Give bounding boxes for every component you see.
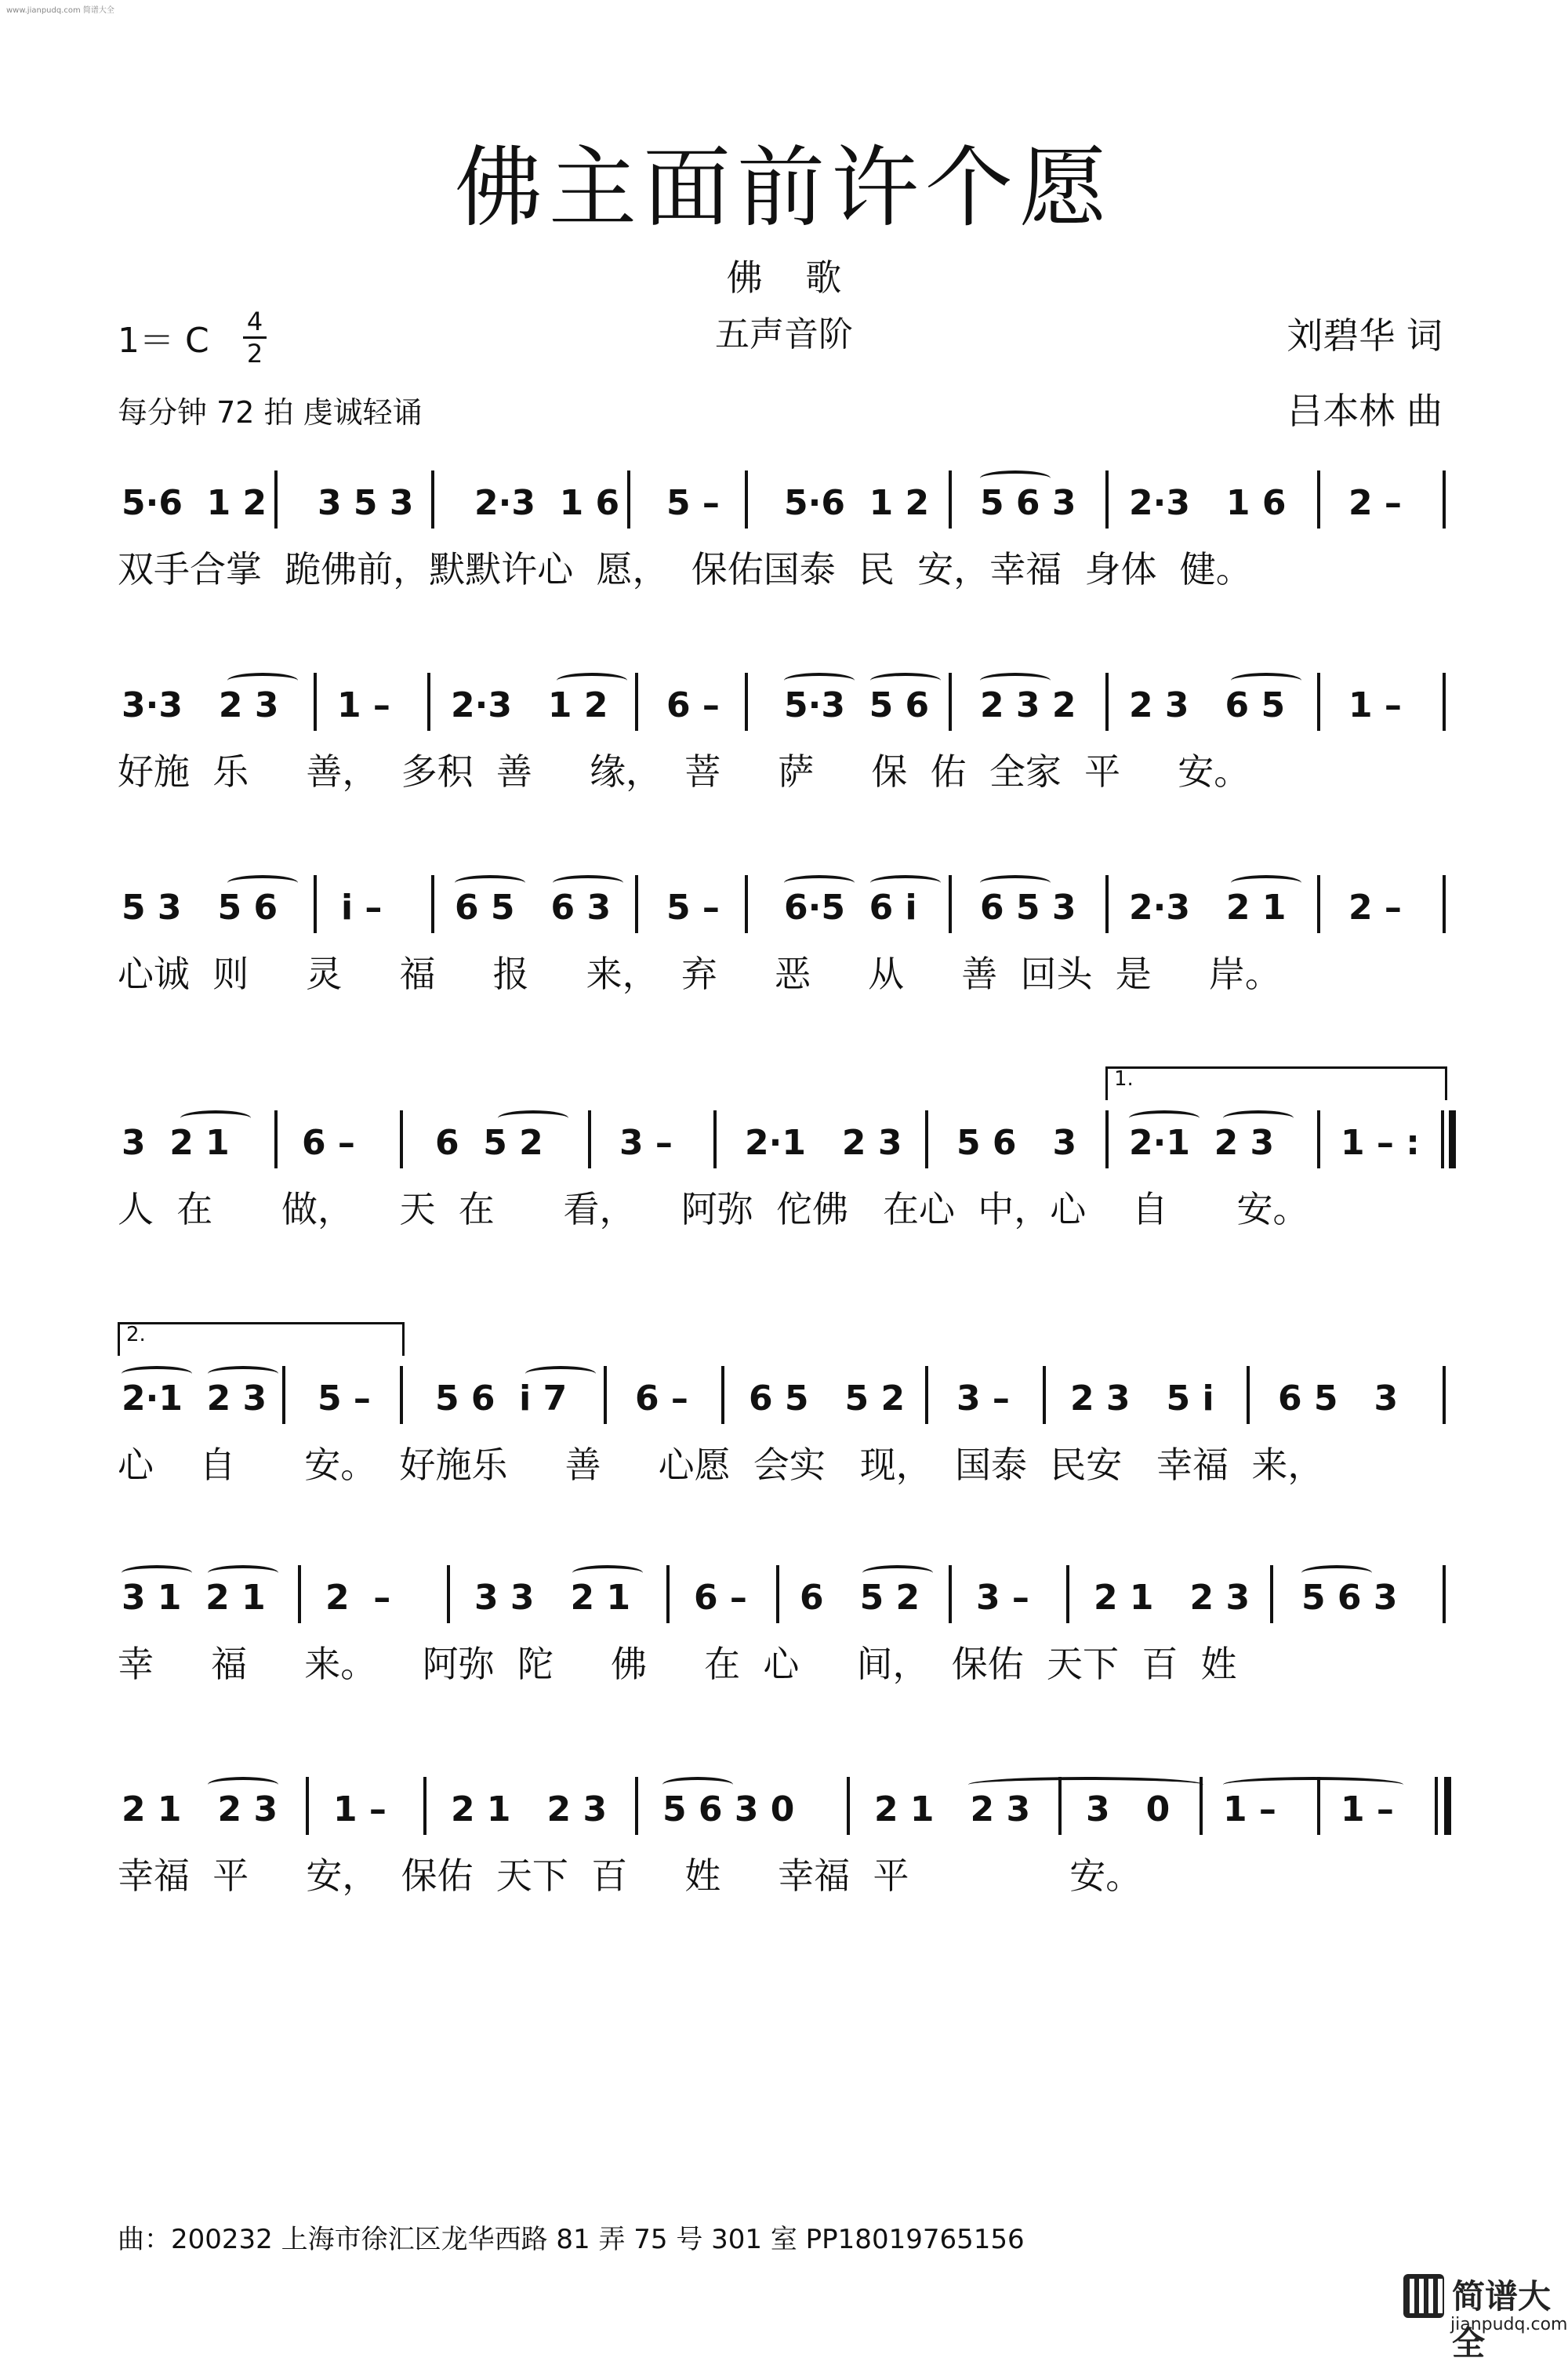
measure: 5·6 1 2: [784, 483, 930, 523]
volta-label: 2.: [126, 1323, 146, 1346]
bar-line: [282, 1366, 285, 1424]
page-title: 佛主面前许个愿: [455, 137, 1113, 239]
bar-line: [1066, 1565, 1069, 1623]
lyrics-line: 幸 福 来。 阿弥 陀 佛 在 心 间， 保佑 天下 百 姓: [118, 1643, 1237, 1685]
measure: 3 –: [976, 1578, 1029, 1618]
slur: [455, 875, 525, 891]
slur: [180, 1110, 251, 1126]
bar-line: [1105, 875, 1109, 933]
measure: 5·3 5 6: [784, 685, 930, 725]
lyrics-line: 人 在 做， 天 在 看， 阿弥 佗佛 在心 中，心 自 安。: [118, 1188, 1309, 1230]
bar-line: [423, 1777, 426, 1835]
measure: 6·5 6 i: [784, 888, 917, 928]
slur: [1301, 1565, 1372, 1581]
slur: [1231, 673, 1301, 688]
second-ending-bracket: [118, 1322, 405, 1356]
measure: 2·1 2 3: [745, 1123, 902, 1163]
bar-line: [745, 673, 748, 731]
measure: 3 0: [1086, 1789, 1171, 1829]
measure: 3 5 3: [318, 483, 414, 523]
measure: 2·3 1 2: [451, 685, 608, 725]
bar-line: [949, 875, 952, 933]
measure: 5 –: [666, 888, 720, 928]
measure: 6 5 2: [800, 1578, 920, 1618]
bar-line: [949, 1565, 952, 1623]
slur: [862, 1565, 933, 1581]
bar-line: [1443, 875, 1446, 933]
measure: 5 6 3 0: [662, 1789, 795, 1829]
slur: [784, 875, 855, 891]
measure: 2 –: [325, 1578, 391, 1618]
measure: 2 3 5 i: [1070, 1379, 1214, 1419]
slur: [784, 673, 855, 688]
score-system-3: [118, 875, 1450, 1001]
measure: 1 –: [1341, 1789, 1394, 1829]
measure: 2·3 2 1: [1129, 888, 1287, 928]
measure: 3 1 2 1: [122, 1578, 266, 1618]
slur: [227, 673, 298, 688]
time-signature-top: 4: [246, 307, 263, 336]
measure: 3 –: [619, 1123, 673, 1163]
bar-line: [776, 1565, 779, 1623]
bar-line: [1443, 1565, 1446, 1623]
notation-row: [118, 1366, 1450, 1437]
notation-row: [118, 1777, 1450, 1847]
bar-line: [1443, 1366, 1446, 1424]
repeat-bar-line: [1441, 1110, 1444, 1168]
bar-line: [298, 1565, 301, 1623]
score-system-6: [118, 1565, 1450, 1691]
slur: [980, 875, 1051, 891]
bar-line: [400, 1110, 403, 1168]
bar-line: [745, 470, 748, 529]
bar-line: [666, 1565, 670, 1623]
lyrics-line: 心 自 安。 好施乐 善 心愿 会实 现， 国泰 民安 幸福 来，: [118, 1444, 1324, 1486]
notation-row: [118, 470, 1450, 541]
bar-line: [588, 1110, 591, 1168]
measure: 1 –: [1348, 685, 1402, 725]
measure: 6 5 3: [1278, 1379, 1399, 1419]
slur: [122, 1366, 192, 1382]
tie: [968, 1777, 1203, 1793]
scale-label: 五声音阶: [715, 314, 853, 354]
bar-line: [1317, 470, 1320, 529]
measure: 6 –: [666, 685, 720, 725]
bar-line: [949, 673, 952, 731]
measure: 5 6 3: [980, 483, 1076, 523]
bar-line: [1270, 1565, 1273, 1623]
slur: [553, 875, 623, 891]
logo-name: 简谱大全: [1452, 2277, 1552, 2363]
score-system-2: [118, 673, 1450, 798]
logo-url: jianpudq.com: [1450, 2315, 1568, 2334]
slur: [1223, 1110, 1294, 1126]
measure: 5 6 i 7: [435, 1379, 568, 1419]
bar-line: [1443, 673, 1446, 731]
measure: 1 –: [337, 685, 390, 725]
bar-line: [847, 1777, 850, 1835]
bar-line: [1317, 673, 1320, 731]
final-bar-line: [1435, 1777, 1438, 1835]
first-ending-bracket: [1105, 1066, 1447, 1100]
slur: [208, 1777, 278, 1793]
bar-line: [447, 1565, 450, 1623]
time-signature: [243, 307, 267, 368]
measure: 2 –: [1348, 483, 1402, 523]
bar-line: [635, 673, 638, 731]
bar-line: [274, 470, 278, 529]
measure: 1 – :: [1341, 1123, 1420, 1163]
bar-line: [1443, 470, 1446, 529]
lyrics-line: 心诚 则 灵 福 报 来， 弃 恶 从 善 回头 是 岸。: [118, 953, 1281, 995]
bar-line: [274, 1110, 278, 1168]
measure: 5·6 1 2: [122, 483, 267, 523]
score-system-1: [118, 470, 1450, 596]
slur: [498, 1110, 568, 1126]
genre-label: 佛 歌: [726, 256, 842, 299]
bar-line: [627, 470, 630, 529]
slur: [980, 470, 1051, 486]
tempo-marking: 每分钟 72 拍 虔诚轻诵: [118, 395, 423, 430]
measure: 5 3 5 6: [122, 888, 278, 928]
bar-line: [306, 1777, 309, 1835]
bar-line: [431, 470, 434, 529]
slur: [227, 875, 298, 891]
bar-line: [635, 1777, 638, 1835]
measure: 6 –: [302, 1123, 355, 1163]
site-corner-note: www.jianpudq.com 简谱大全: [6, 6, 114, 15]
slur: [122, 1565, 192, 1581]
bar-line: [604, 1366, 607, 1424]
slur: [208, 1565, 278, 1581]
notation-row: [118, 673, 1450, 743]
key-signature: 1＝ C: [118, 321, 209, 361]
slur: [980, 673, 1051, 688]
time-signature-bottom: 2: [246, 339, 263, 369]
piano-keys-icon: [1403, 2274, 1444, 2318]
measure: 2 1 2 3: [451, 1789, 608, 1829]
bar-line: [427, 673, 430, 731]
bar-line: [314, 875, 317, 933]
measure: i –: [341, 888, 383, 928]
measure: 2·1 2 3: [1129, 1123, 1275, 1163]
score-system-7: [118, 1777, 1450, 1902]
measure: 2·1 2 3: [122, 1379, 267, 1419]
slur: [870, 673, 941, 688]
slur: [557, 673, 627, 688]
bar-line: [949, 470, 952, 529]
bar-line: [925, 1110, 928, 1168]
measure: 6 –: [694, 1578, 747, 1618]
bar-line: [721, 1366, 724, 1424]
measure: 2·3 1 6: [1129, 483, 1287, 523]
measure: 2 1 2 3: [874, 1789, 1031, 1829]
contact-footer: 曲：200232 上海市徐汇区龙华西路 81 弄 75 号 301 室 PP18019765156: [118, 2224, 1025, 2255]
measure: 2·3 1 6: [474, 483, 620, 523]
tie: [1223, 1777, 1403, 1793]
measure: 3·3 2 3: [122, 685, 279, 725]
bar-line: [314, 673, 317, 731]
slur: [1129, 1110, 1200, 1126]
measure: 6 –: [635, 1379, 688, 1419]
repeat-bar-line-thick: [1449, 1110, 1456, 1168]
measure: 6 5 6 3: [455, 888, 612, 928]
slur: [208, 1366, 278, 1382]
notation-row: [118, 1110, 1450, 1181]
measure: 2 3 6 5: [1129, 685, 1286, 725]
measure: 2 –: [1348, 888, 1402, 928]
final-bar-line-thick: [1444, 1777, 1451, 1835]
measure: 5 6 3: [956, 1123, 1077, 1163]
measure: 6 5 2: [435, 1123, 543, 1163]
bar-line: [1105, 470, 1109, 529]
bar-line: [1105, 1110, 1109, 1168]
slur: [1231, 875, 1301, 891]
slur: [572, 1565, 643, 1581]
lyrics-line: 好施 乐 善， 多积 善 缘， 菩 萨 保 佑 全家 平 安。: [118, 750, 1250, 793]
bar-line: [431, 875, 434, 933]
measure: 6 5 3: [980, 888, 1076, 928]
bar-line: [400, 1366, 403, 1424]
measure: 1 –: [333, 1789, 387, 1829]
measure: 3 2 1: [122, 1123, 230, 1163]
measure: 5 6 3: [1301, 1578, 1398, 1618]
bar-line: [925, 1366, 928, 1424]
bar-line: [1317, 1110, 1320, 1168]
measure: 3 3 2 1: [474, 1578, 631, 1618]
measure: 1 –: [1223, 1789, 1276, 1829]
measure: 6 5 5 2: [749, 1379, 906, 1419]
lyrics-line: 双手合掌 跪佛前，默默许心 愿， 保佑国泰 民 安，幸福 身体 健。: [118, 548, 1252, 590]
bar-line: [1105, 673, 1109, 731]
bar-line: [745, 875, 748, 933]
measure: 2 1 2 3: [1094, 1578, 1250, 1618]
site-logo[interactable]: [1403, 2266, 1568, 2363]
measure: 5 –: [318, 1379, 371, 1419]
bar-line: [1043, 1366, 1046, 1424]
volta-label: 1.: [1114, 1067, 1134, 1091]
slur: [870, 875, 941, 891]
lyrics-line: 幸福 平 安， 保佑 天下 百 姓 幸福 平 安。: [118, 1855, 1142, 1897]
notation-row: [118, 875, 1450, 946]
measure: 5 –: [666, 483, 720, 523]
bar-line: [1317, 875, 1320, 933]
score-system-4: [118, 1067, 1450, 1236]
bar-line: [635, 875, 638, 933]
slur: [525, 1366, 596, 1382]
measure: 3 –: [956, 1379, 1010, 1419]
score-system-5: [118, 1323, 1450, 1491]
lyricist-credit: 刘碧华 词: [1287, 314, 1443, 357]
notation-row: [118, 1565, 1450, 1636]
slur: [662, 1777, 733, 1793]
bar-line: [713, 1110, 717, 1168]
measure: 2 3 2: [980, 685, 1076, 725]
bar-line: [1247, 1366, 1250, 1424]
composer-credit: 吕本林 曲: [1287, 390, 1443, 432]
measure: 2 1 2 3: [122, 1789, 278, 1829]
